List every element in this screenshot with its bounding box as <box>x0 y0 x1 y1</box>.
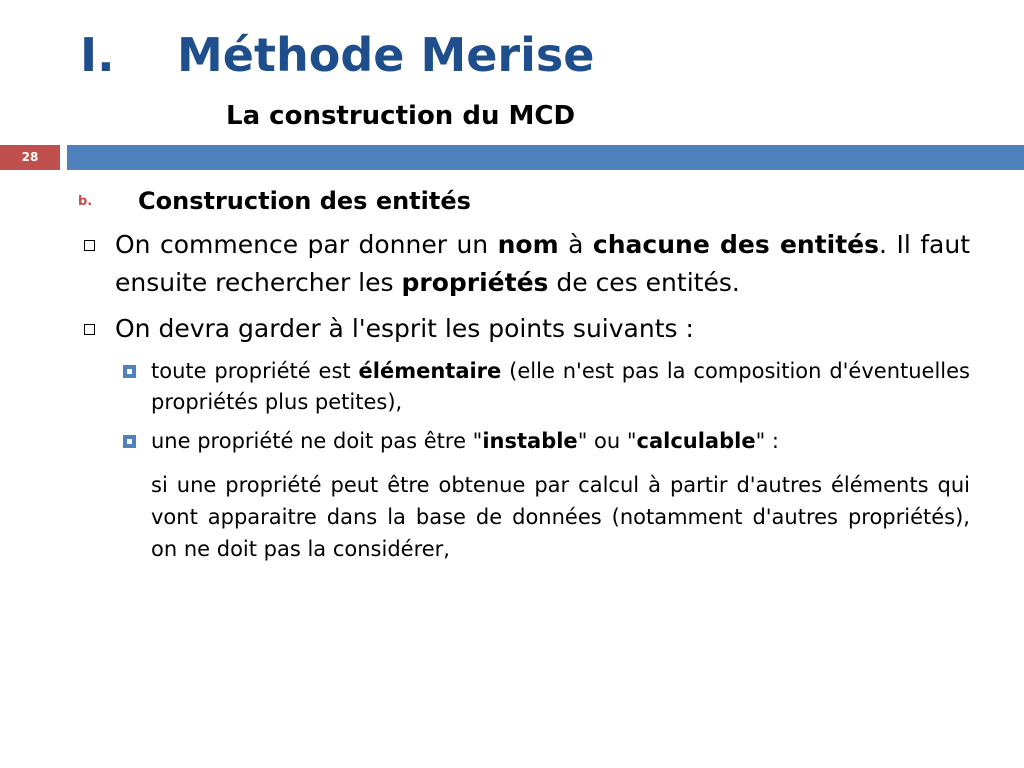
sub-bullet-1-text-a: toute propriété est <box>151 359 359 383</box>
bullet-1-bold-entites: chacune des entités <box>592 230 880 259</box>
slide-number: 28 <box>0 145 60 170</box>
slide-subtitle: La construction du MCD <box>226 101 576 131</box>
bullet-2 <box>78 310 970 348</box>
bullet-1-bold-proprietes: propriétés <box>401 268 549 297</box>
sub-bullet-2-bold-calculable: calculable <box>636 429 756 453</box>
section-marker: b. <box>78 194 93 209</box>
section-heading <box>78 184 970 218</box>
filled-square-bullet-icon <box>123 435 136 448</box>
slide-title <box>80 28 594 82</box>
bullet-1-text-c: . Il faut ensuite rechercher les <box>115 230 970 297</box>
sub-bullet-2-text-c: " : <box>755 429 779 453</box>
hollow-square-bullet-icon <box>84 240 95 251</box>
sub-bullet-2-text-b: " ou " <box>577 429 637 453</box>
bullet-1-bold-nom: nom <box>497 230 559 259</box>
hollow-square-bullet-icon <box>84 324 95 335</box>
explanation-paragraph: si une propriété peut être obtenue par calcul à partir d'autres éléments qui vont apparaitre dans la base de données (notamment d'autres propriétés), on ne doit pas la considérer, <box>151 473 970 561</box>
title-number: I. <box>80 28 115 82</box>
sub-bullet-1-text-b: (elle n'est pas la composition d'éventuelles propriétés plus petites), <box>151 359 970 414</box>
sub-bullet-2 <box>121 426 970 457</box>
bullet-1-text-a: On commence par donner un <box>115 230 498 259</box>
title-text: Méthode Merise <box>177 28 595 82</box>
section-heading-text: Construction des entités <box>138 187 471 215</box>
bullet-2-text: On devra garder à l'esprit les points suivants : <box>115 314 694 343</box>
bullet-1-text-d: de ces entités. <box>548 268 740 297</box>
header-rule <box>67 145 1024 170</box>
bullet-1-text-b: à <box>558 230 593 259</box>
sub-bullet-1-bold: élémentaire <box>358 359 502 383</box>
sub-bullet-1 <box>121 356 970 418</box>
filled-square-bullet-icon <box>123 365 136 378</box>
sub-bullet-2-text-a: une propriété ne doit pas être " <box>151 429 483 453</box>
bullet-1 <box>78 226 970 302</box>
slide-body <box>78 184 970 565</box>
sub-bullet-2-bold-instable: instable <box>482 429 578 453</box>
